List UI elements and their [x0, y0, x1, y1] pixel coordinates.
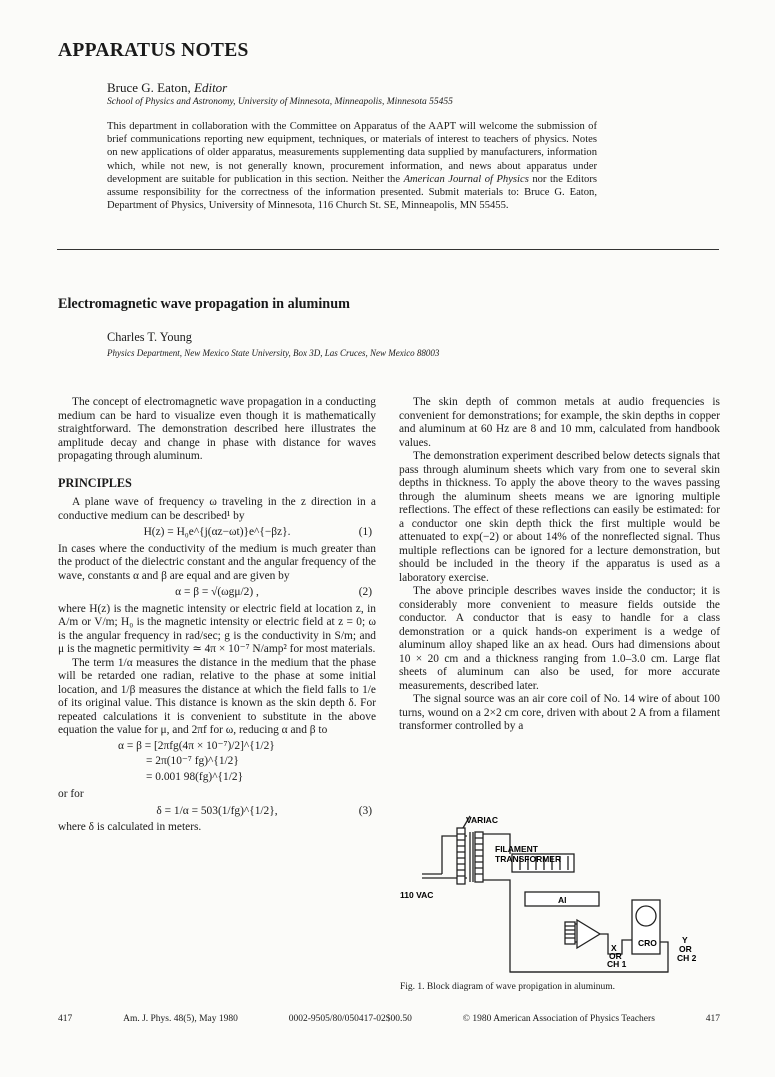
- equation-number: (1): [358, 526, 372, 538]
- left-column: [58, 396, 376, 835]
- label-ch-1: CH 1: [607, 959, 627, 969]
- paragraph: The skin depth of common metals at audio frequencies is convenient for demonstrations; for example, the skin depths in copper and aluminum at 60 Hz are 8 and 10 mm, calculated from handbook values.: [399, 396, 720, 449]
- copyright-notice: © 1980 American Association of Physics Teachers: [462, 1014, 655, 1024]
- block-diagram: [400, 812, 720, 982]
- article-title: Electromagnetic wave propagation in aluminum: [58, 296, 350, 312]
- label-filament: FILAMENT: [495, 844, 538, 854]
- label-variac: VARIAC: [466, 815, 498, 825]
- equation-number: (3): [358, 804, 372, 817]
- editor-name: Bruce G. Eaton,: [107, 80, 191, 95]
- paragraph: The term 1/α measures the distance in the medium that the phase will be retarded one radian, relative to the phase at some initial location, and 1/β measures the distance at which the field falls to 1/e of its original value. This distance is known as the skin depth δ. For repeated calculations it is convenient to substitute in the above equation the value for μ, and 2πf for ω, reducing α and β to: [58, 656, 376, 736]
- department-intro: [107, 120, 597, 212]
- section-divider: [57, 249, 719, 250]
- equation-text: H(z) = H₀e^{j(αz−ωt)}e^{−βz}.: [143, 526, 291, 538]
- label-x: X: [611, 943, 617, 953]
- page-number-left: 417: [58, 1014, 73, 1024]
- page-number-right: 417: [705, 1014, 720, 1024]
- intro-text-1: This department in collaboration with the Committee on Apparatus of the AAPT will welcome the submission of brief communications reporting new equipment, techniques, or materials of interest to teachers of physics. Notes on new applications of older apparatus, measurements supplementing data supplied by manufacturers, information which, while not new, is not generally known, procurement information, and news about apparatus under development are suitable for publication in this section. Neither the: [107, 121, 597, 185]
- equation-3: [58, 805, 376, 819]
- label-110-vac: 110 VAC: [400, 890, 434, 900]
- paragraph: where δ is calculated in meters.: [58, 821, 202, 833]
- paragraph: In cases where the conductivity of the medium is much greater than the product of the dielectric constant and the angular frequency of the wave, constants α and β are equal and are given by: [58, 542, 376, 582]
- equation-number: (2): [358, 586, 372, 598]
- label-aluminum: Al: [558, 895, 567, 905]
- label-transformer: TRANSFORMER: [495, 854, 562, 864]
- equation-2: [58, 586, 376, 600]
- equation-alpha-beta: α = β = [2πfg(4π × 10⁻⁷)/2]^{1/2}: [118, 739, 275, 752]
- paragraph: The demonstration experiment described below detects signals that pass through aluminum sheets which vary from one to several skin depths in thickness. To apply the above theory to the waves passing through the aluminum sheets means we are ignoring multiple reflections. The effect of these reflections can easily be estimated: for a conductor one skin depth thick the first multiple would be attenuated to exp(−2) or about 14% of the nonreflected signal. Thus multiple reflections can be ignored for a lecture demonstration, but should be included in the theory if the apparatus is used as a laboratory exercise.: [399, 450, 720, 584]
- editor-role: Editor: [194, 80, 228, 95]
- intro-journal-name: American Journal of Physics: [403, 173, 529, 185]
- paragraph: The above principle describes waves inside the conductor; it is considerably more convenient to measure fields outside the conductor. A conductor that is easy to handle for a class demonstration or a quick hands-on experiment is a wedge of aluminum alloy shaped like an ax head. Ours had dimensions about 10 × 20 cm and a thickness ranging from 1.0–3.0 cm. Large flat sheets of aluminum can also be used, for more accurate measurements, described later.: [399, 585, 720, 692]
- paragraph: The concept of electromagnetic wave propagation in a conducting medium can be hard to visualize even though it is mathematically straightforward. The demonstration described here illustrates the amplitude decay and change in phase with distance for waves propagating through aluminum.: [58, 396, 376, 462]
- equation-text: δ = 1/α = 503(1/fg)^{1/2},: [156, 804, 278, 817]
- equation-alpha-beta-3: = 0.001 98(fg)^{1/2}: [146, 770, 244, 783]
- figure-caption: Fig. 1. Block diagram of wave propigation in aluminum.: [400, 982, 616, 992]
- equation-alpha-beta-2: = 2π(10⁻⁷ fg)^{1/2}: [146, 755, 239, 767]
- editor-line: [107, 80, 227, 96]
- equation-1: [58, 526, 376, 540]
- label-cro: CRO: [638, 938, 657, 948]
- label-y: Y: [682, 935, 688, 945]
- page-footer: [58, 1014, 720, 1024]
- article-author: Charles T. Young: [107, 330, 192, 344]
- label-or-2: OR: [679, 944, 692, 954]
- article-code: 0002-9505/80/050417-02$00.50: [288, 1014, 412, 1024]
- label-or-1: OR: [609, 951, 622, 961]
- equation-text: α = β = √(ωgμ/2) ,: [175, 586, 259, 598]
- journal-citation: Am. J. Phys. 48(5), May 1980: [123, 1014, 238, 1024]
- right-column: [399, 396, 720, 734]
- editor-affiliation: School of Physics and Astronomy, University of Minnesota, Minneapolis, Minnesota 55455: [107, 97, 453, 107]
- paragraph: The signal source was an air core coil of No. 14 wire of about 100 turns, wound on a 2×2 cm core, driven with about 2 A from a filament transformer controlled by a: [399, 693, 720, 732]
- or-for-text: or for: [58, 788, 84, 800]
- section-heading-principles: PRINCIPLES: [58, 475, 132, 490]
- section-title: APPARATUS NOTES: [58, 40, 249, 61]
- author-affiliation: Physics Department, New Mexico State University, Box 3D, Las Cruces, New Mexico 88003: [107, 348, 440, 358]
- label-ch-2: CH 2: [677, 953, 697, 963]
- paragraph: A plane wave of frequency ω traveling in the z direction in a conductive medium can be described¹ by: [58, 496, 376, 522]
- intro-text-2: nor the Editors assume responsibility for the correctness of the information presented. Submit materials to: Bruce G. Eaton, Department of Physics, University of Minnesota, 116 Church St. SE, Minneapolis, MN 55455.: [107, 173, 598, 212]
- paragraph: where H(z) is the magnetic intensity or electric field at location z, in A/m or V/m; H₀ is the magnetic intensity or electric field at z = 0; ω is the angular frequency in rad/sec; g is the conductivity in S/m; and μ is the magnetic permitivity ≃ 4π × 10⁻⁷ N/amp² for most materials.: [58, 602, 376, 655]
